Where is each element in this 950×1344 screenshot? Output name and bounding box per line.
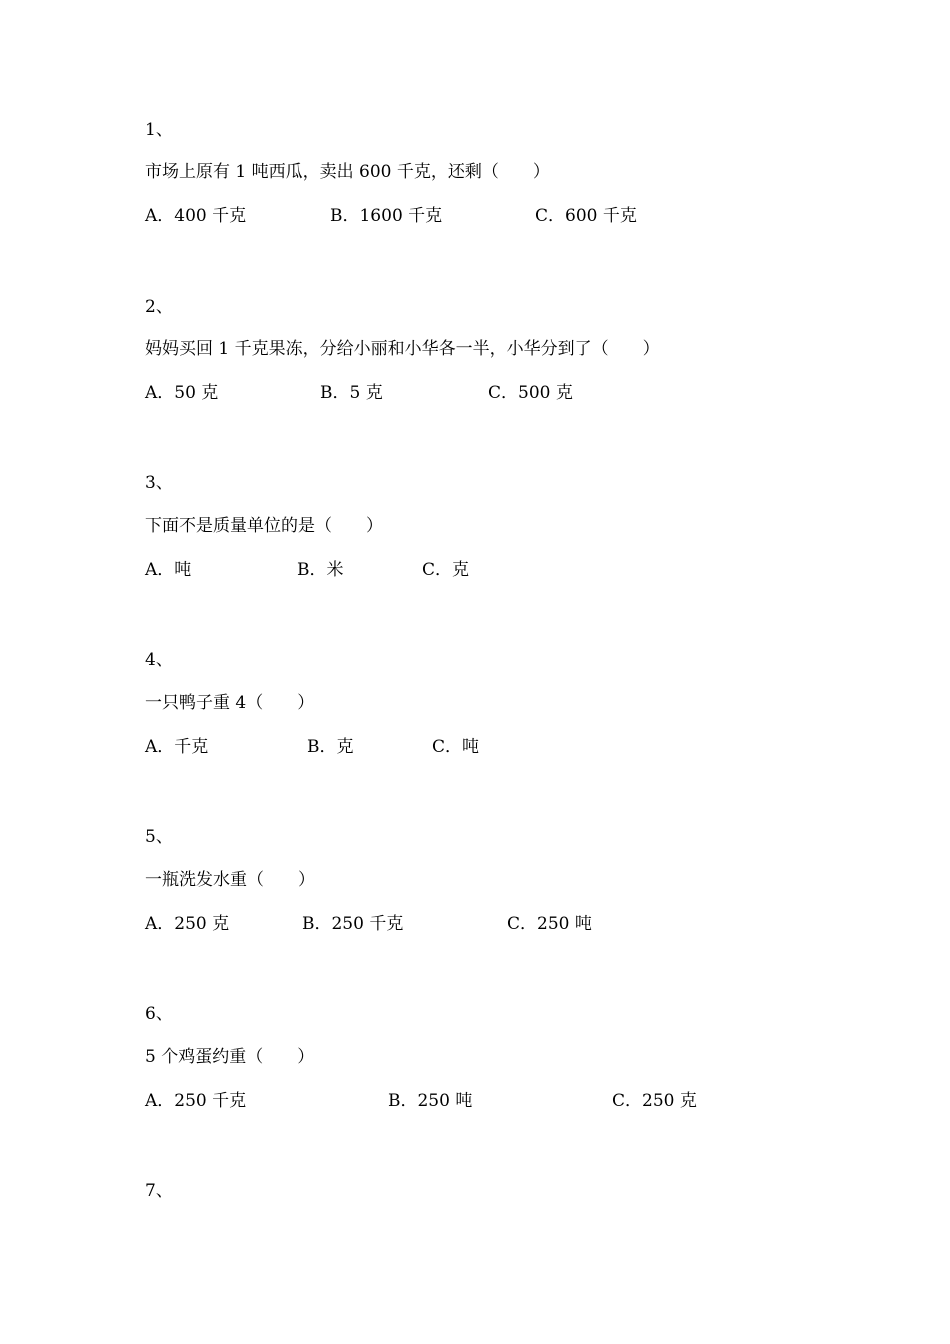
- question-6-option-b: B．250 吨: [388, 1091, 473, 1111]
- question-1-option-b: B．1600 千克: [330, 206, 443, 226]
- question-4-option-b: B．克: [307, 737, 354, 757]
- question-6-stem: 5 个鸡蛋约重（ ）: [145, 1047, 315, 1067]
- question-1-stem: 市场上原有 1 吨西瓜，卖出 600 千克，还剩（ ）: [145, 162, 550, 182]
- question-3-number: 3、: [145, 473, 173, 493]
- question-3-option-b: B．米: [297, 560, 344, 580]
- question-1-number: 1、: [145, 120, 173, 140]
- question-3-option-a: A．吨: [145, 560, 192, 580]
- question-2-number: 2、: [145, 297, 173, 317]
- question-2-option-c: C．500 克: [488, 383, 573, 403]
- question-3-stem: 下面不是质量单位的是（ ）: [145, 516, 383, 536]
- question-1-option-a: A．400 千克: [145, 206, 247, 226]
- question-2-option-b: B．5 克: [320, 383, 383, 403]
- question-4-option-a: A．千克: [145, 737, 209, 757]
- question-4-option-c: C．吨: [432, 737, 480, 757]
- question-2-option-a: A．50 克: [145, 383, 219, 403]
- question-3-option-c: C．克: [422, 560, 470, 580]
- question-5-option-b: B．250 千克: [302, 914, 404, 934]
- question-5-number: 5、: [145, 827, 173, 847]
- question-1-option-c: C．600 千克: [535, 206, 637, 226]
- question-7-number: 7、: [145, 1181, 173, 1201]
- question-4-number: 4、: [145, 650, 173, 670]
- question-2-stem: 妈妈买回 1 千克果冻，分给小丽和小华各一半，小华分到了（ ）: [145, 339, 660, 359]
- question-6-option-c: C．250 克: [612, 1091, 697, 1111]
- question-5-stem: 一瓶洗发水重（ ）: [145, 870, 315, 890]
- question-5-option-a: A．250 克: [145, 914, 230, 934]
- question-6-number: 6、: [145, 1004, 173, 1024]
- question-5-option-c: C．250 吨: [507, 914, 592, 934]
- question-6-option-a: A．250 千克: [145, 1091, 247, 1111]
- question-4-stem: 一只鸭子重 4（ ）: [145, 693, 315, 713]
